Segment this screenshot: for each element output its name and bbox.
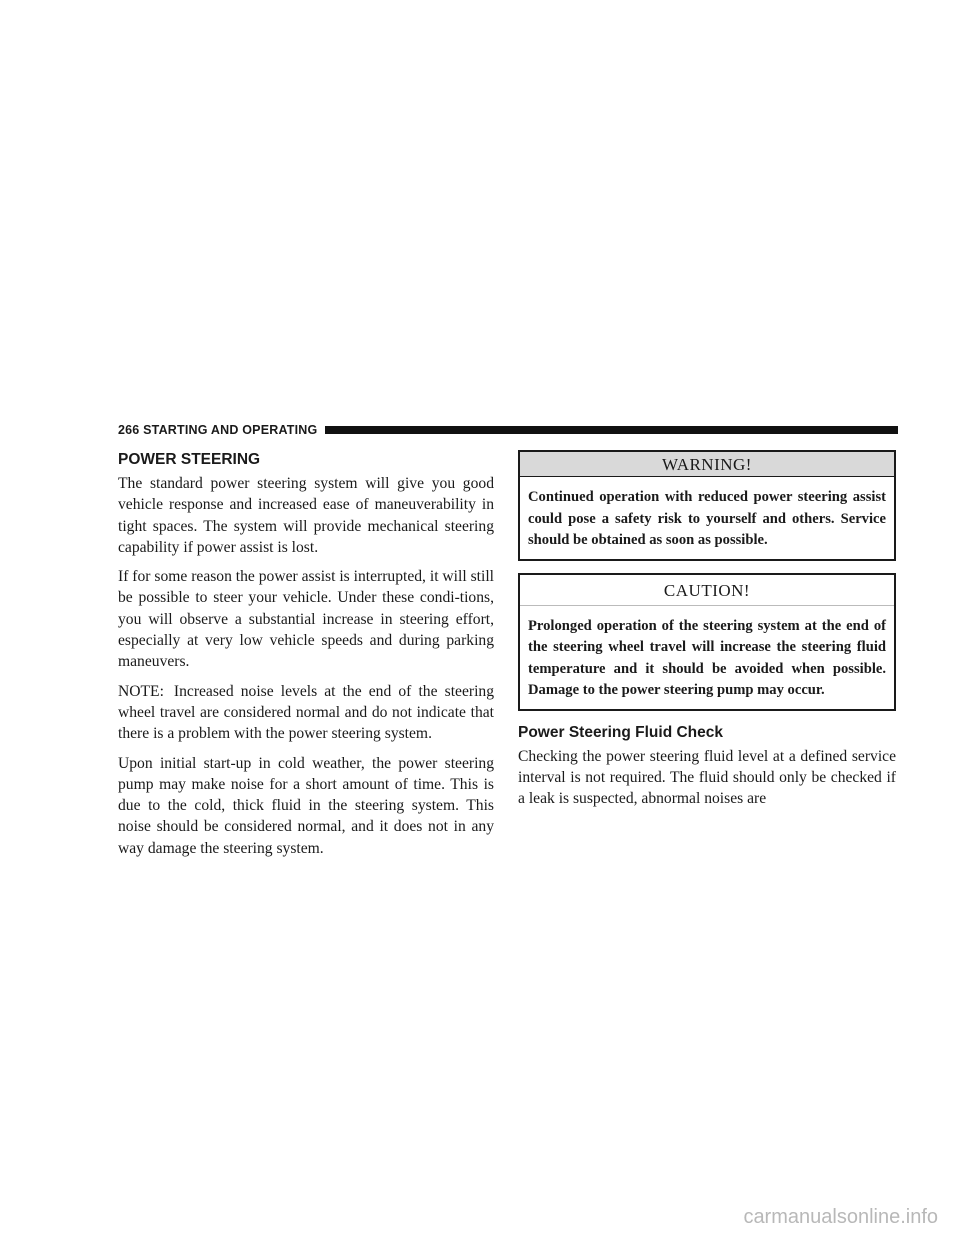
page-header (118, 422, 898, 438)
note-text: Increased noise levels at the end of the steering wheel travel are considered normal and do not indicate that there is a problem with the power steering system. (118, 682, 494, 743)
right-column (518, 450, 896, 817)
warning-box (518, 450, 896, 561)
page-number-section: 266 STARTING AND OPERATING (118, 423, 318, 437)
caution-box (518, 573, 896, 711)
note-label: NOTE: (118, 682, 164, 700)
paragraph-power-assist-interrupted: If for some reason the power assist is interrupted, it will still be possible to steer your vehicle. Under these condi-tions, you will observe a substantial increase in steering effort, especially at very low vehicle speeds and during parking maneuvers. (118, 568, 494, 671)
header-rule (325, 426, 898, 434)
caution-title: CAUTION! (520, 575, 894, 606)
section-heading-power-steering: POWER STEERING (118, 451, 261, 468)
watermark: carmanualsonline.info (743, 1206, 938, 1228)
left-column (118, 450, 494, 867)
section-heading-fluid-check: Power Steering Fluid Check (518, 723, 723, 741)
paragraph-fluid-check: Checking the power steering fluid level at a defined service interval is not required. The fluid should only be checked if a leak is suspected, abnormal noises are (518, 747, 896, 808)
paragraph-cold-weather: Upon initial start-up in cold weather, the power steering pump may make noise for a short amount of time. This is due to the cold, thick fluid in the steering system. This noise should be considered normal, and it does not in any way damage the steering system. (118, 754, 494, 857)
warning-text: Continued operation with reduced power steering assist could pose a safety risk to yourself and others. Service should be obtained as soon as possible. (528, 489, 886, 548)
paragraph-standard-system: The standard power steering system will give you good vehicle response and increased ease of maneuverability in tight spaces. The system will provide mechanical steering capability if power assist is lost. (118, 475, 494, 556)
caution-text: Prolonged operation of the steering system at the end of the steering wheel travel will increase the steering fluid temperature and it should be avoided when possible. Damage to the power steering pump may occur. (528, 617, 886, 698)
note-paragraph (118, 681, 494, 745)
warning-title: WARNING! (520, 452, 894, 477)
